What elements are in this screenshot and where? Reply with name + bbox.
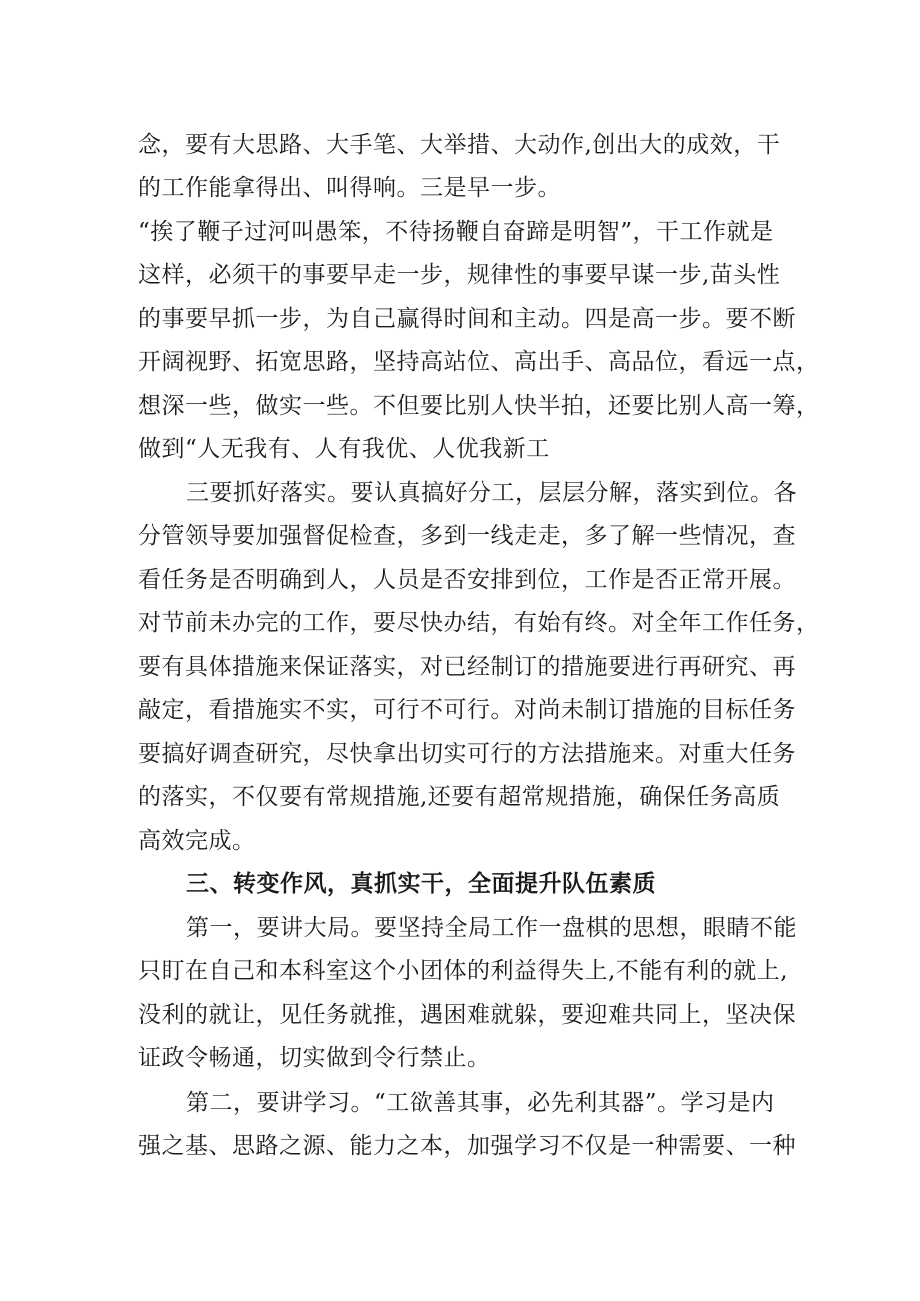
body-text-line: 开阔视野、拓宽思路，坚持高站位、高出手、高品位，看远一点， [138,349,820,375]
body-text-line: 做到“人无我有、人有我优、人优我新工 [138,436,550,462]
body-text-line: 要有具体措施来保证落实，对已经制订的措施要进行再研究、再 [138,654,796,680]
section-heading: 三、转变作风，真抓实干，全面提升队伍素质 [186,871,656,897]
body-text-line: 看任务是否明确到人，人员是否安排到位，工作是否正常开展。 [138,567,796,593]
body-text-line: 强之基、思路之源、能力之本，加强学习不仅是一种需要、一种 [138,1133,796,1159]
body-text-line: 只盯在自己和本科室这个小团体的利益得失上,不能有利的就上, [138,958,789,984]
paragraph-start-line: 第一，要讲大局。要坚持全局工作一盘棋的思想，眼睛不能 [186,915,797,941]
paragraph-start-line: 第二，要讲学习。“工欲善其事，必先利其器”。学习是内 [186,1090,775,1116]
body-text-line: 的工作能拿得出、叫得响。三是早一步。 [138,175,561,201]
body-text-line: 念，要有大思路、大手笔、大举措、大动作,创出大的成效，干 [138,132,781,158]
body-text-line: “挨了鞭子过河叫愚笨，不待扬鞭自奋蹄是明智”，干工作就是 [138,219,774,245]
paragraph-start-line: 三要抓好落实。要认真搞好分工，层层分解，落实到位。各 [186,480,797,506]
body-text-line: 这样，必须干的事要早走一步，规律性的事要早谋一步,苗头性 [138,262,781,288]
body-text-line: 没利的就让，见任务就推，遇困难就躲，要迎难共同上，坚决保 [138,1002,796,1028]
body-text-line: 的落实，不仅要有常规措施,还要有超常规措施，确保任务高质 [138,784,781,810]
body-text-line: 分管领导要加强督促检查，多到一线走走，多了解一些情况，查 [138,523,796,549]
body-text-line: 对节前未办完的工作，要尽快办结，有始有终。对全年工作任务， [138,610,820,636]
body-text-line: 敲定，看措施实不实，可行不可行。对尚未制订措施的目标任务 [138,697,796,723]
body-text-line: 高效完成。 [138,828,256,854]
body-text-line: 证政令畅通，切实做到令行禁止。 [138,1045,491,1071]
body-text-line: 的事要早抓一步，为自己赢得时间和主动。四是高一步。要不断 [138,306,796,332]
body-text-line: 要搞好调查研究，尽快拿出切实可行的方法措施来。对重大任务 [138,741,796,767]
body-text-line: 想深一些，做实一些。不但要比别人快半拍，还要比别人高一筹， [138,393,820,419]
